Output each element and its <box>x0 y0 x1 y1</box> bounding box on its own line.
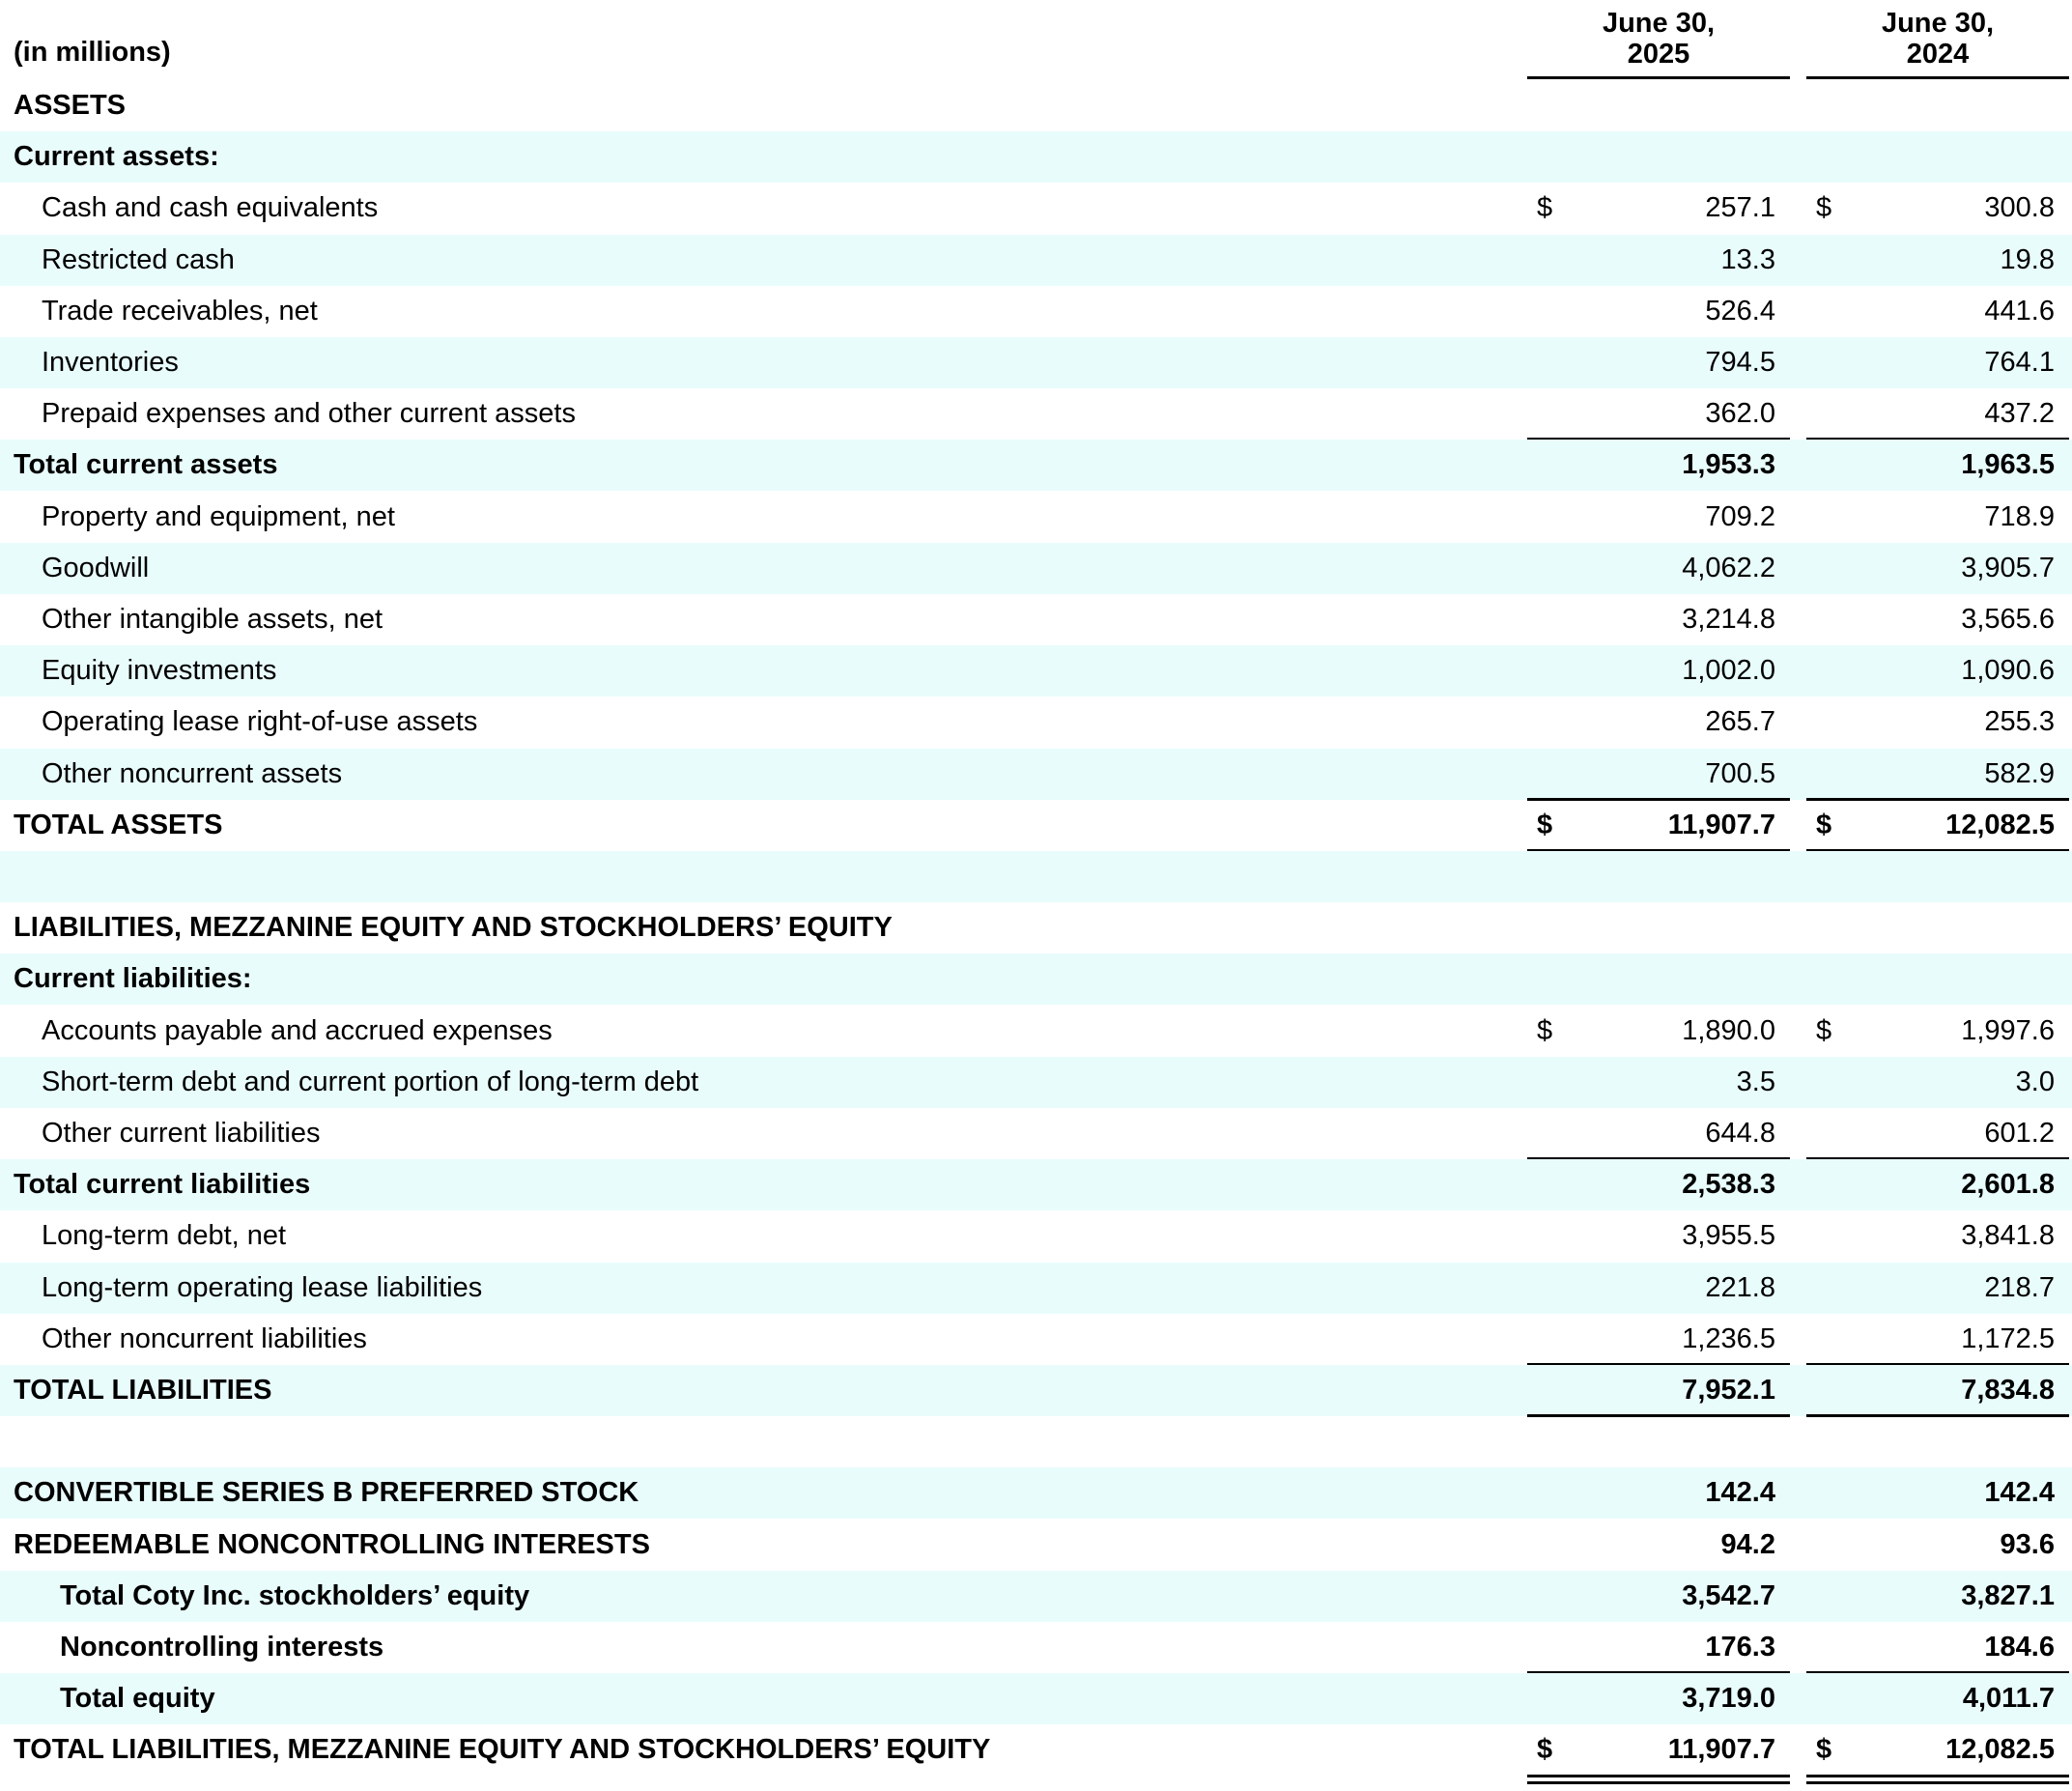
table-row <box>0 1416 2072 1467</box>
column-header-2025-line2: 2025 <box>1627 39 1690 70</box>
value-2025: 3.5 <box>1736 1066 1775 1097</box>
column-header-2025-line1: June 30, <box>1602 8 1716 39</box>
value-2025: 3,214.8 <box>1682 604 1775 635</box>
table-row <box>0 337 2072 388</box>
value-2025: 221.8 <box>1705 1271 1775 1303</box>
value-2024: 3.0 <box>2015 1066 2055 1097</box>
value-2025: 700.5 <box>1705 757 1775 789</box>
row-label: TOTAL ASSETS <box>14 809 223 840</box>
value-2024: 12,082.5 <box>1945 809 2055 840</box>
row-label: Other intangible assets, net <box>42 604 383 635</box>
value-2025: 13.3 <box>1720 243 1775 275</box>
value-2025: 644.8 <box>1705 1118 1775 1149</box>
value-2025: 7,952.1 <box>1682 1375 1775 1406</box>
column-header-2025-underline <box>1527 76 1790 79</box>
value-2024: 3,565.6 <box>1961 604 2055 635</box>
value-2025: 362.0 <box>1705 398 1775 430</box>
currency-symbol-2025: $ <box>1537 1014 1553 1046</box>
row-label: Trade receivables, net <box>42 295 318 327</box>
value-2025: 142.4 <box>1705 1477 1775 1509</box>
value-2024: 1,090.6 <box>1961 655 2055 687</box>
currency-symbol-2024: $ <box>1816 1014 1832 1046</box>
value-2024: 300.8 <box>1984 192 2055 224</box>
value-2025: 526.4 <box>1705 295 1775 327</box>
table-row <box>0 1108 2072 1159</box>
value-2025: 265.7 <box>1705 706 1775 738</box>
value-2024: 255.3 <box>1984 706 2055 738</box>
table-row <box>0 1006 2072 1057</box>
value-2025: 176.3 <box>1705 1632 1775 1663</box>
table-row <box>0 183 2072 234</box>
value-2025: 1,236.5 <box>1682 1322 1775 1354</box>
value-2024: 764.1 <box>1984 347 2055 378</box>
table-row <box>0 80 2072 131</box>
row-label: Total Coty Inc. stockholders’ equity <box>60 1579 530 1611</box>
value-2025: 1,890.0 <box>1682 1014 1775 1046</box>
row-label: Other current liabilities <box>42 1118 321 1149</box>
row-label: Total equity <box>60 1683 215 1715</box>
double-underline <box>1527 1781 1790 1784</box>
table-row <box>0 645 2072 696</box>
row-label: CONVERTIBLE SERIES B PREFERRED STOCK <box>14 1477 639 1509</box>
row-label: Accounts payable and accrued expenses <box>42 1014 553 1046</box>
currency-symbol-2024: $ <box>1816 1734 1832 1766</box>
value-2025: 257.1 <box>1705 192 1775 224</box>
value-2024: 1,997.6 <box>1961 1014 2055 1046</box>
value-2025: 3,542.7 <box>1682 1579 1775 1611</box>
value-2025: 2,538.3 <box>1682 1169 1775 1201</box>
row-label: Other noncurrent assets <box>42 757 343 789</box>
value-2024: 93.6 <box>2000 1528 2055 1560</box>
value-2024: 441.6 <box>1984 295 2055 327</box>
row-label: Noncontrolling interests <box>60 1632 384 1663</box>
row-label: Restricted cash <box>42 243 235 275</box>
value-2024: 437.2 <box>1984 398 2055 430</box>
table-row <box>0 1467 2072 1519</box>
table-row <box>0 902 2072 953</box>
value-2024: 1,963.5 <box>1961 449 2055 481</box>
value-2025: 1,002.0 <box>1682 655 1775 687</box>
value-2024: 4,011.7 <box>1962 1683 2055 1715</box>
currency-symbol-2024: $ <box>1816 809 1832 840</box>
value-2024: 12,082.5 <box>1945 1734 2055 1766</box>
table-row <box>0 492 2072 543</box>
currency-symbol-2024: $ <box>1816 192 1832 224</box>
row-label: Long-term debt, net <box>42 1220 287 1252</box>
row-label: Cash and cash equivalents <box>42 192 379 224</box>
table-row <box>0 953 2072 1005</box>
currency-symbol-2025: $ <box>1537 809 1553 840</box>
row-label: TOTAL LIABILITIES, MEZZANINE EQUITY AND STOCKHOLDERS’ EQUITY <box>14 1734 991 1766</box>
table-row <box>0 1622 2072 1673</box>
currency-symbol-2025: $ <box>1537 192 1553 224</box>
value-2024: 3,841.8 <box>1961 1220 2055 1252</box>
table-row <box>0 1520 2072 1571</box>
currency-symbol-2025: $ <box>1537 1734 1553 1766</box>
column-header-2024-line1: June 30, <box>1881 8 1995 39</box>
value-2025: 4,062.2 <box>1682 552 1775 583</box>
value-2024: 19.8 <box>2000 243 2055 275</box>
table-row <box>0 851 2072 902</box>
table-row <box>0 749 2072 800</box>
row-label: Property and equipment, net <box>42 500 395 532</box>
row-label: Prepaid expenses and other current assets <box>42 398 576 430</box>
row-label: Inventories <box>42 347 179 378</box>
value-2025: 3,955.5 <box>1682 1220 1775 1252</box>
table-row <box>0 1314 2072 1365</box>
value-2024: 142.4 <box>1984 1477 2055 1509</box>
table-row <box>0 1057 2072 1108</box>
value-2025: 1,953.3 <box>1682 449 1775 481</box>
value-2024: 7,834.8 <box>1961 1375 2055 1406</box>
table-row <box>0 543 2072 594</box>
row-label: REDEEMABLE NONCONTROLLING INTERESTS <box>14 1528 650 1560</box>
table-row <box>0 1673 2072 1724</box>
table-row <box>0 696 2072 748</box>
double-underline <box>1806 1775 2069 1777</box>
column-header-2024-underline <box>1806 76 2069 79</box>
units-label: (in millions) <box>14 37 171 68</box>
double-underline <box>1527 1775 1790 1777</box>
row-label: Total current assets <box>14 449 278 481</box>
value-2024: 582.9 <box>1984 757 2055 789</box>
table-row <box>0 594 2072 645</box>
value-2024: 3,827.1 <box>1961 1579 2055 1611</box>
value-2024: 601.2 <box>1984 1118 2055 1149</box>
table-row <box>0 1571 2072 1622</box>
value-2025: 94.2 <box>1720 1528 1775 1560</box>
row-label: Equity investments <box>42 655 277 687</box>
table-row <box>0 1724 2072 1776</box>
value-2024: 3,905.7 <box>1961 552 2055 583</box>
table-row <box>0 1159 2072 1210</box>
row-label: LIABILITIES, MEZZANINE EQUITY AND STOCKHOLDERS’ EQUITY <box>14 912 893 944</box>
table-row <box>0 800 2072 851</box>
value-2024: 2,601.8 <box>1961 1169 2055 1201</box>
table-row <box>0 1365 2072 1416</box>
table-row <box>0 1210 2072 1262</box>
value-2025: 11,907.7 <box>1667 809 1775 840</box>
table-row <box>0 388 2072 440</box>
value-2025: 11,907.7 <box>1667 1734 1775 1766</box>
value-2024: 218.7 <box>1984 1271 2055 1303</box>
row-label: Other noncurrent liabilities <box>42 1322 367 1354</box>
table-row <box>0 235 2072 286</box>
value-2024: 184.6 <box>1984 1632 2055 1663</box>
row-label: ASSETS <box>14 90 127 121</box>
row-label: Current assets: <box>14 141 219 173</box>
value-2025: 3,719.0 <box>1682 1683 1775 1715</box>
row-label: Total current liabilities <box>14 1169 311 1201</box>
row-label: Long-term operating lease liabilities <box>42 1271 483 1303</box>
value-2025: 794.5 <box>1705 347 1775 378</box>
value-2025: 709.2 <box>1705 500 1775 532</box>
double-underline <box>1806 1781 2069 1784</box>
column-header-2024-line2: 2024 <box>1906 39 1970 70</box>
table-row <box>0 131 2072 183</box>
row-label: Current liabilities: <box>14 963 252 995</box>
table-row <box>0 440 2072 491</box>
table-row <box>0 1263 2072 1314</box>
row-label: Short-term debt and current portion of long-term debt <box>42 1066 699 1097</box>
column-header-2025 <box>1527 8 1790 70</box>
value-2024: 718.9 <box>1984 500 2055 532</box>
table-row <box>0 286 2072 337</box>
row-label: TOTAL LIABILITIES <box>14 1375 272 1406</box>
value-2024: 1,172.5 <box>1961 1322 2055 1354</box>
column-header-2024 <box>1806 8 2069 70</box>
row-label: Goodwill <box>42 552 150 583</box>
row-label: Operating lease right-of-use assets <box>42 706 478 738</box>
